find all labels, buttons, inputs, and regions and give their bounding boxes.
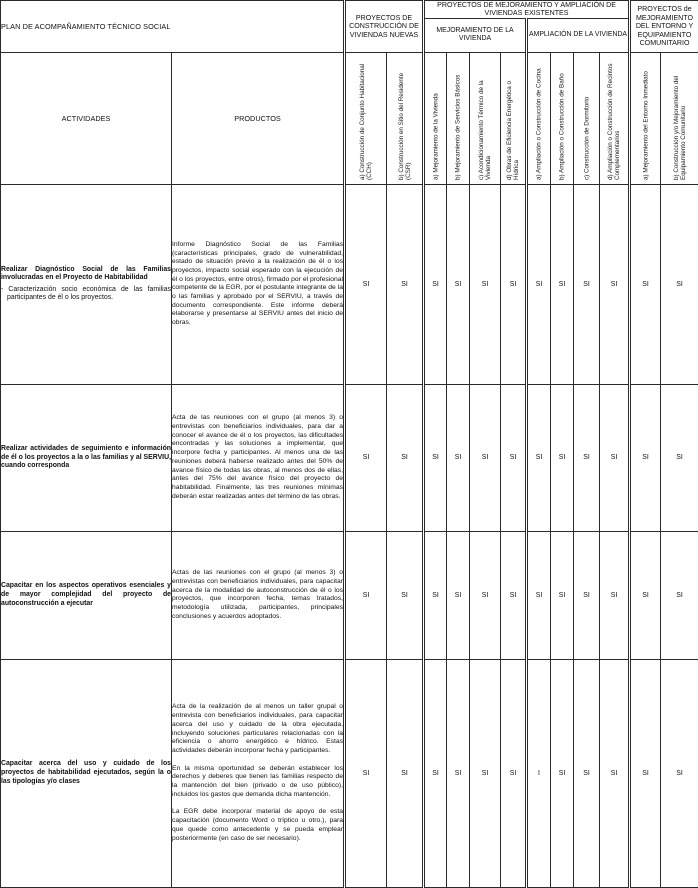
value-cell: SI bbox=[551, 184, 574, 384]
value-cell: SI bbox=[345, 659, 387, 887]
value-cell: SI bbox=[661, 184, 698, 384]
column-header: a) Mejoramiento del Entorno Inmediato bbox=[630, 52, 661, 184]
group-mejoramiento: PROYECTOS DE MEJORAMIENTO Y AMPLIACIÓN DE VIVIENDAS EXISTENTES bbox=[424, 1, 630, 19]
activity-cell bbox=[1, 184, 172, 384]
table-row bbox=[1, 659, 698, 887]
group-entorno: PROYECTOS de MEJORAMIENTO DEL ENTORNO Y EQUIPAMIENTO COMUNITARIO bbox=[630, 1, 698, 53]
value-cell: SI bbox=[345, 184, 387, 384]
activity-cell bbox=[1, 384, 172, 531]
value-cell: SI bbox=[447, 531, 470, 659]
value-cell: SI bbox=[470, 531, 501, 659]
value-cell: SI bbox=[551, 659, 574, 887]
value-cell: SI bbox=[470, 659, 501, 887]
value-cell: SI bbox=[661, 384, 698, 531]
product-paragraph: Informe Diagnóstico Social de las Familias (características principales, grado de vulnerabilidad, estado de situación previo a la realización de él o los proyectos, impacto social esperado con la ejecución de él o los proyectos, entre otros), firmado por el profesional competente de la EGR, por el postulante integrante de la o las familias y aprobado por el SERVIU, a través de documento correspondiente. Este informe deberá elaborarse y presentarse al SERVIU antes del inicio de obras. bbox=[172, 241, 343, 328]
value-cell: SI bbox=[424, 531, 447, 659]
column-header: a) Mejoramiento de la Vivienda bbox=[424, 52, 447, 184]
value-cell: SI bbox=[600, 184, 630, 384]
activity-title: Realizar actividades de seguimiento e información de él o los proyectos a la o las familias y al SERVIU, cuando corresponda bbox=[1, 445, 171, 471]
product-paragraph: Acta de la realización de al menos un taller grupal o entrevista con beneficiarios individuales, para capacitar acerca del uso y cuidado de la obra ejecutada, incluyendo soluciones particulares relacionadas con la eficiencia o ahorro energético e hídrico. Estas actividades deberán incorporar fecha y participantes. bbox=[172, 703, 343, 755]
column-header: b) Ampliación o Construcción de Baño bbox=[551, 52, 574, 184]
product-paragraph: La EGR debe incorporar material de apoyo de esta capacitación (documento Word o tríptico u otro.), para que quede como antecedente y se pueda emplear posteriormente (en caso de ser necesario). bbox=[172, 808, 343, 843]
value-cell: SI bbox=[424, 384, 447, 531]
value-cell: SI bbox=[387, 659, 424, 887]
plan-title: PLAN DE ACOMPAÑAMIENTO TÉCNICO SOCIAL bbox=[1, 1, 345, 53]
table-row bbox=[1, 531, 698, 659]
value-cell: SI bbox=[551, 384, 574, 531]
product-paragraph: Actas de las reuniones con el grupo (al menos 3) o entrevistas con beneficiarios individuales, para capacitar acerca de la modalidad de autoconstrucción de él o los proyectos, que incorporen fecha, temas tratados, metodología utilizada, participantes, principales conclusiones y acuerdos adoptados. bbox=[172, 569, 343, 621]
value-cell: SI bbox=[600, 659, 630, 887]
value-cell: SI bbox=[527, 184, 551, 384]
value-cell: SI bbox=[470, 384, 501, 531]
column-header: a) Ampliación o Construcción de Cocina bbox=[527, 52, 551, 184]
value-cell: SI bbox=[574, 184, 600, 384]
value-cell: SI bbox=[424, 184, 447, 384]
value-cell: SI bbox=[447, 659, 470, 887]
column-header: d) Ampliación o Construcción de Recintos Complementarios bbox=[600, 52, 630, 184]
value-cell: SI bbox=[527, 384, 551, 531]
subgroup-mejoramiento: MEJORAMIENTO DE LA VIVIENDA bbox=[424, 18, 527, 52]
value-cell: SI bbox=[470, 184, 501, 384]
value-cell: SI bbox=[424, 659, 447, 887]
activity-title: Capacitar acerca del uso y cuidado de los proyectos de habitabilidad ejecutados, según la o las tipologías y/o clases bbox=[1, 760, 171, 786]
group-construccion: PROYECTOS DE CONSTRUCCIÓN DE VIVIENDAS NUEVAS bbox=[345, 1, 424, 53]
column-header: c) Acondicionamiento Térmico de la Vivienda bbox=[470, 52, 501, 184]
value-cell: SI bbox=[501, 659, 527, 887]
value-cell: SI bbox=[630, 184, 661, 384]
value-cell: SI bbox=[501, 384, 527, 531]
column-header: a) Construcción de Conjunto Habitacional (CCH) bbox=[345, 52, 387, 184]
value-cell: SI bbox=[447, 384, 470, 531]
value-cell: SI bbox=[345, 531, 387, 659]
product-cell bbox=[172, 184, 345, 384]
activity-cell bbox=[1, 659, 172, 887]
column-header: b) Construcción en Sitio del Residente (CSR) bbox=[387, 52, 424, 184]
value-cell: SI bbox=[574, 531, 600, 659]
value-cell: SI bbox=[574, 384, 600, 531]
product-cell bbox=[172, 384, 345, 531]
activity-cell bbox=[1, 531, 172, 659]
subgroup-ampliacion: AMPLIACIÓN DE LA VIVIENDA bbox=[527, 18, 630, 52]
activity-bullet: - Caracterización socio económica de las familias participantes de él o los proyectos. bbox=[1, 286, 171, 303]
value-cell: SI bbox=[345, 384, 387, 531]
value-cell: SI bbox=[574, 659, 600, 887]
activity-title: Capacitar en los aspectos operativos esenciales y de mayor complejidad del proyecto de autoconstrucción a ejecutar bbox=[1, 582, 171, 608]
value-cell: SI bbox=[630, 384, 661, 531]
value-cell: SI bbox=[600, 531, 630, 659]
column-header-actividades: ACTIVIDADES bbox=[1, 52, 172, 184]
product-cell bbox=[172, 531, 345, 659]
value-cell: SI bbox=[630, 531, 661, 659]
value-cell: SI bbox=[387, 384, 424, 531]
product-paragraph: En la misma oportunidad se deberán establecer los derechos y deberes que tienen las familias respecto de la mantención del bien (privado o de uso público), incluidos los gastos que demanda dicha mantención. bbox=[172, 765, 343, 800]
product-paragraph: Acta de las reuniones con el grupo (al menos 3) o entrevistas con beneficiarios individuales, para dar a conocer el avance de él o los proyectos, las dificultades encontradas y las soluciones a implementar, que incorpore fecha y participantes. Al menos una de las reuniones deberá haberse realizado antes del 50% de avance físico de todas las obras, al menos dos de ellas, antes del 75% del avance físico del proyecto de habitabilidad. Finalmente, las tres reuniones mínimas deberán estar realizadas antes del término de las obras. bbox=[172, 414, 343, 501]
value-cell: SI bbox=[527, 531, 551, 659]
value-cell: I bbox=[527, 659, 551, 887]
activity-title: Realizar Diagnóstico Social de las Familias involucradas en el Proyecto de Habitabilidad bbox=[1, 266, 171, 283]
column-header-productos: PRODUCTOS bbox=[172, 52, 345, 184]
value-cell: SI bbox=[387, 531, 424, 659]
value-cell: SI bbox=[447, 184, 470, 384]
value-cell: SI bbox=[501, 184, 527, 384]
value-cell: SI bbox=[501, 531, 527, 659]
value-cell: SI bbox=[630, 659, 661, 887]
value-cell: SI bbox=[600, 384, 630, 531]
column-header: d) Obras de Eficiencia Energética o Hídrica bbox=[501, 52, 527, 184]
table-row bbox=[1, 384, 698, 531]
table-row bbox=[1, 184, 698, 384]
value-cell: SI bbox=[661, 531, 698, 659]
column-header: b) Construcción y/o Mejoramiento del Equipamiento Comunitario bbox=[661, 52, 698, 184]
column-header: c) Construcción de Dormitorio bbox=[574, 52, 600, 184]
column-header: b) Mejoramiento de Servicios Básicos bbox=[447, 52, 470, 184]
value-cell: SI bbox=[661, 659, 698, 887]
value-cell: SI bbox=[551, 531, 574, 659]
product-cell bbox=[172, 659, 345, 887]
value-cell: SI bbox=[387, 184, 424, 384]
